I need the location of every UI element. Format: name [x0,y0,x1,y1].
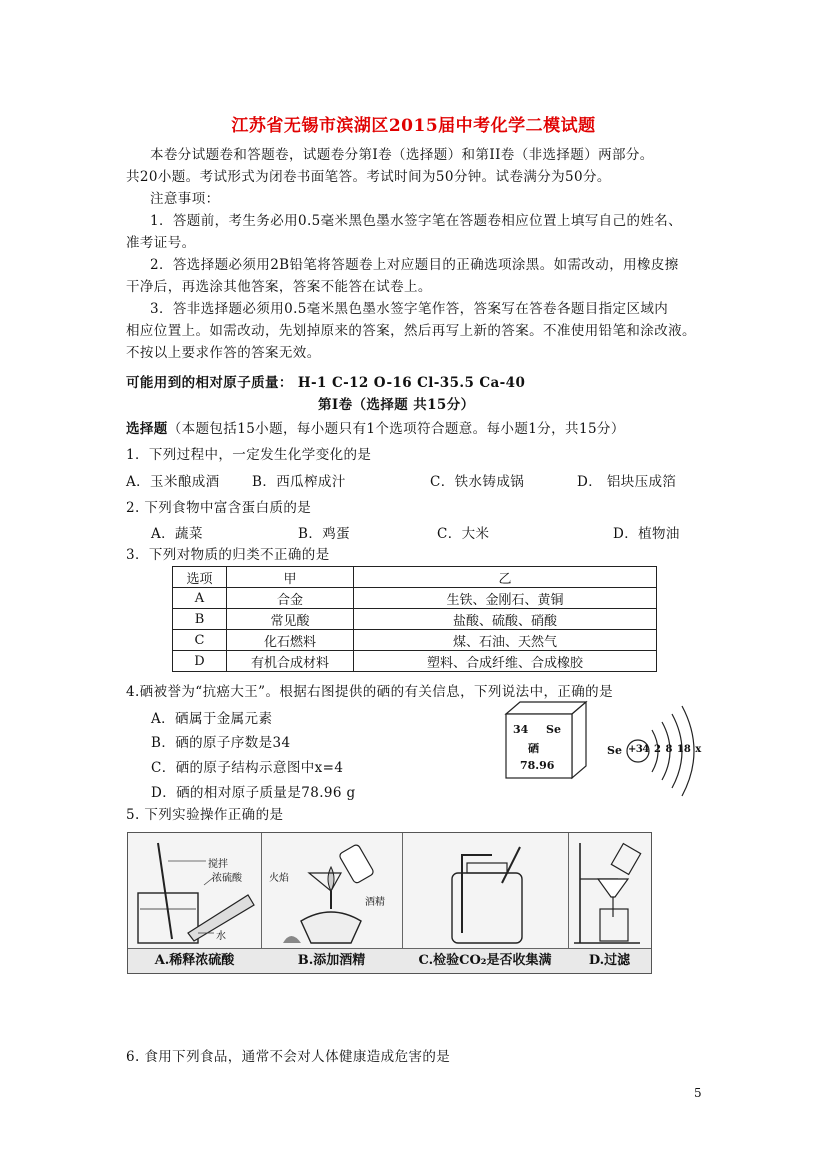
intro-line-2: 共20小题。考试形式为闭卷书面笔答。考试时间为50分钟。试卷满分为50分。 [126,169,611,185]
table-header: 选项 [173,567,227,588]
table-header: 甲 [227,567,354,588]
q4-option-a: A．硒属于金属元素 [151,711,273,727]
intro-line-1: 本卷分试题卷和答题卷，试题卷分第Ⅰ卷（选择题）和第II卷（非选择题）两部分。 [150,147,654,163]
notice-line: 准考证号。 [126,235,196,251]
q2-option-c: C．大米 [437,526,490,542]
electron-shells: 2 8 18 x [654,744,702,755]
q4-option-b: B．硒的原子序数是34 [151,735,291,751]
notice-line: 1．答题前，考生务必用0.5毫米黑色墨水签字笔在答题卷相应位置上填写自己的姓名、 [150,213,683,229]
q1-option-b: B．西瓜榨成汁 [252,474,346,490]
table-cell: 常见酸 [227,609,354,630]
q2-option-b: B．鸡蛋 [298,526,351,542]
q1-option-d: D． 铝块压成箔 [577,474,677,490]
table-cell: 煤、石油、天然气 [354,630,657,651]
q3-stem: 3．下列对物质的归类不正确的是 [126,547,330,563]
table-row [173,588,657,609]
table-row [173,630,657,651]
caption-d: D.过滤 [568,948,651,973]
q1-option-a: A．玉米酿成酒 [126,474,220,490]
q1-stem: 1．下列过程中，一定发生化学变化的是 [126,447,372,463]
table-cell: B [173,609,227,630]
co2-test-illustration [402,833,568,949]
label-stir: 搅拌 [208,859,228,870]
classification-table [172,566,657,672]
notice-line: 3．答非选择题必须用0.5毫米黑色墨水签字笔作答，答案写在答卷各题目指定区域内 [150,301,669,317]
notice-heading: 注意事项： [150,191,220,207]
notice-line: 不按以上要求作答的答案无效。 [126,345,321,361]
table-cell: 合金 [227,588,354,609]
choice-intro [126,420,625,438]
atom-diagram-symbol: Se [607,744,622,757]
table-row [173,609,657,630]
panel-a [128,833,262,973]
q1-option-c: C．铁水铸成锅 [430,474,525,490]
caption-a: A.稀释浓硫酸 [128,948,261,973]
label-water: 水 [216,931,226,942]
table-row [173,651,657,672]
panel-d [568,833,651,973]
notice-line: 2．答选择题必须用2B铅笔将答题卷上对应题目的正确选项涂黑。如需改动，用橡皮擦 [150,257,679,273]
q6-stem: 6. 食用下列食品，通常不会对人体健康造成危害的是 [126,1049,451,1065]
table-cell: A [173,588,227,609]
choice-label: 选择题 [126,421,168,437]
page-title: 江苏省无锡市滨湖区2015届中考化学二模试题 [231,116,596,136]
experiment-figure [127,832,652,974]
table-cell: D [173,651,227,672]
alcohol-lamp-illustration [261,833,402,949]
page-number: 5 [694,1086,702,1100]
q4-stem: 4.硒被誉为“抗癌大王”。根据右图提供的硒的有关信息，下列说法中，正确的是 [126,684,613,700]
table-cell: 塑料、合成纤维、合成橡胶 [354,651,657,672]
choice-desc: （本题包括15小题，每小题只有1个选项符合题意。每小题1分，共15分） [167,421,625,437]
table-header: 乙 [354,567,657,588]
q2-option-a: A．蔬菜 [151,526,203,542]
filtration-illustration [568,833,651,949]
atomic-mass-line: 可能用到的相对原子质量： H-1 C-12 O-16 Cl-35.5 Ca-40 [126,375,526,391]
table-cell: 生铁、金刚石、黄铜 [354,588,657,609]
table-cell: 化石燃料 [227,630,354,651]
section-title: 第Ⅰ卷（选择题 共15分） [318,397,475,413]
table-header-row [173,567,657,588]
panel-b [261,833,403,973]
panel-c [402,833,569,973]
element-mass: 78.96 [520,759,555,772]
table-cell: 有机合成材料 [227,651,354,672]
element-number: 34 [513,723,529,736]
label-alcohol: 酒精 [365,897,385,908]
element-name: 硒 [528,742,539,755]
caption-c: C.检验CO₂是否收集满 [402,948,568,973]
q4-option-d: D．硒的相对原子质量是78.96 g [151,785,356,801]
nucleus-charge: +34 [628,744,649,755]
label-acid: 浓硫酸 [212,873,242,884]
notice-line: 相应位置上。如需改动，先划掉原来的答案，然后再写上新的答案。不准使用铅笔和涂改液。 [126,323,696,339]
q4-option-c: C．硒的原子结构示意图中x=4 [151,760,344,776]
q5-stem: 5. 下列实验操作正确的是 [126,807,284,823]
label-flame: 火焰 [269,873,289,884]
table-cell: C [173,630,227,651]
q2-stem: 2. 下列食物中富含蛋白质的是 [126,500,312,516]
caption-b: B.添加酒精 [261,948,402,973]
dilution-illustration [128,833,261,949]
q2-option-d: D．植物油 [613,526,680,542]
table-cell: 盐酸、硫酸、硝酸 [354,609,657,630]
element-symbol: Se [546,723,561,736]
notice-line: 干净后，再选涂其他答案，答案不能答在试卷上。 [126,279,432,295]
